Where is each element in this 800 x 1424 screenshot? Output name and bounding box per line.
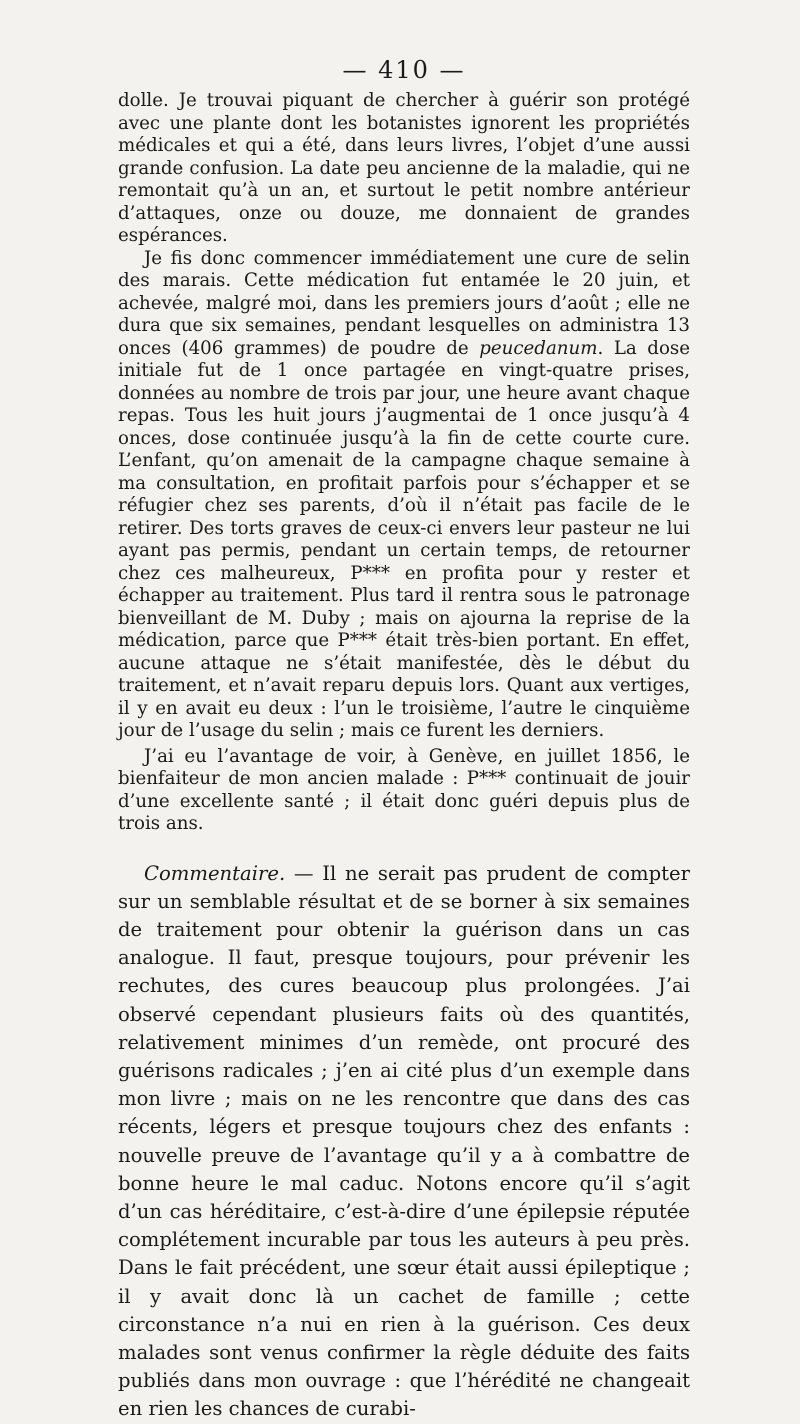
commentary-text: — Il ne serait pas prudent de compter sur un semblable résultat et de se borner à six semaines de traitement pour obtenir la guérison dans un cas analogue. Il faut, presque toujours, pour prévenir les rechutes, des cures beaucoup plus prolongées. J’ai observé cependant plusieurs faits où des quantités, relativement minimes d’un remède, ont procuré des guérisons radicales ; j’en ai cité plus d’un exemple dans mon livre ; mais on ne les rencontre que dans des cas récents, légers et presque toujours chez des enfants : nouvelle preuve de l’avantage qu’il y a à combattre de bonne heure le mal caduc. Notons encore qu’il s’agit d’un cas héréditaire, c’est-à-dire d’une épilepsie réputée complétement incurable par tous les auteurs à peu près. Dans le fait précédent, une sœur était aussi épileptique ; il y avait donc là un cachet de famille ; cette circonstance n’a nui en rien à la guérison. Ces deux malades sont venus confirmer la règle déduite des faits publiés dans mon ouvrage : que l’hérédité ne changeait en rien les chances de curabi-: [118, 861, 690, 1421]
main-text: [118, 90, 690, 836]
section-gap: [118, 836, 690, 860]
paragraph-1: dolle. Je trouvai piquant de chercher à guérir son protégé avec une plante dont les botanistes ignorent les propriétés médicales et qui a été, dans leurs livres, l’objet d’une aussi grande confusion. La date peu ancienne de la maladie, qui ne remontait qu’à un an, et surtout le petit nombre antérieur d’attaques, onze ou douze, me donnaient de grandes espérances.: [118, 90, 690, 246]
peucedanum-term: peucedanum: [479, 337, 598, 359]
commentary-paragraph: [118, 860, 690, 1424]
paragraph-3: J’ai eu l’avantage de voir, à Genève, en juillet 1856, le bienfaiteur de mon ancien malade : P*** continuait de jouir d’une excellente santé ; il était donc guéri depuis plus de trois ans.: [118, 745, 690, 834]
commentary-label: Commentaire.: [144, 861, 286, 885]
page-number-header: — 410 —: [342, 56, 466, 84]
paragraph-2-part-2: . La dose initiale fut de 1 once partagée en vingt-quatre prises, données au nombre de trois par jour, une heure avant chaque repas. Tous les huit jours j’augmentai de 1 once jusqu’à 4 onces, dose continuée jusqu’à la fin de cette courte cure. L’enfant, qu’on amenait de la campagne chaque semaine à ma consultation, en profitait parfois pour s’échapper et se réfugier chez ses parents, d’où il n’était pas facile de le retirer. Des torts graves de ceux-ci envers leur pasteur ne lui ayant pas permis, pendant un certain temps, de retourner chez ces malheureux, P*** en profita pour y rester et échapper au traitement. Plus tard il rentra sous le patronage bienveillant de M. Duby ; mais on ajourna la reprise de la médication, parce que P*** était très-bien portant. En effet, aucune attaque ne s’était manifestée, dès le début du traitement, et n’avait reparu depuis lors. Quant aux vertiges, il y en avait eu deux : l’un le troisième, l’autre le cinquième jour de l’usage du selin ; mais ce furent les derniers.: [118, 337, 690, 741]
paragraph-2-part-1: Je fis donc commencer immédiatement une cure de selin des marais. Cette médication fut entamée le 20 juin, et achevée, malgré moi, dans les premiers jours d’août ; elle ne dura que six semaines, pendant lesquelles on administra 13 onces (406 grammes) de poudre de: [118, 247, 690, 359]
paragraph-2: [118, 248, 690, 743]
commentary-section: [118, 860, 690, 1424]
